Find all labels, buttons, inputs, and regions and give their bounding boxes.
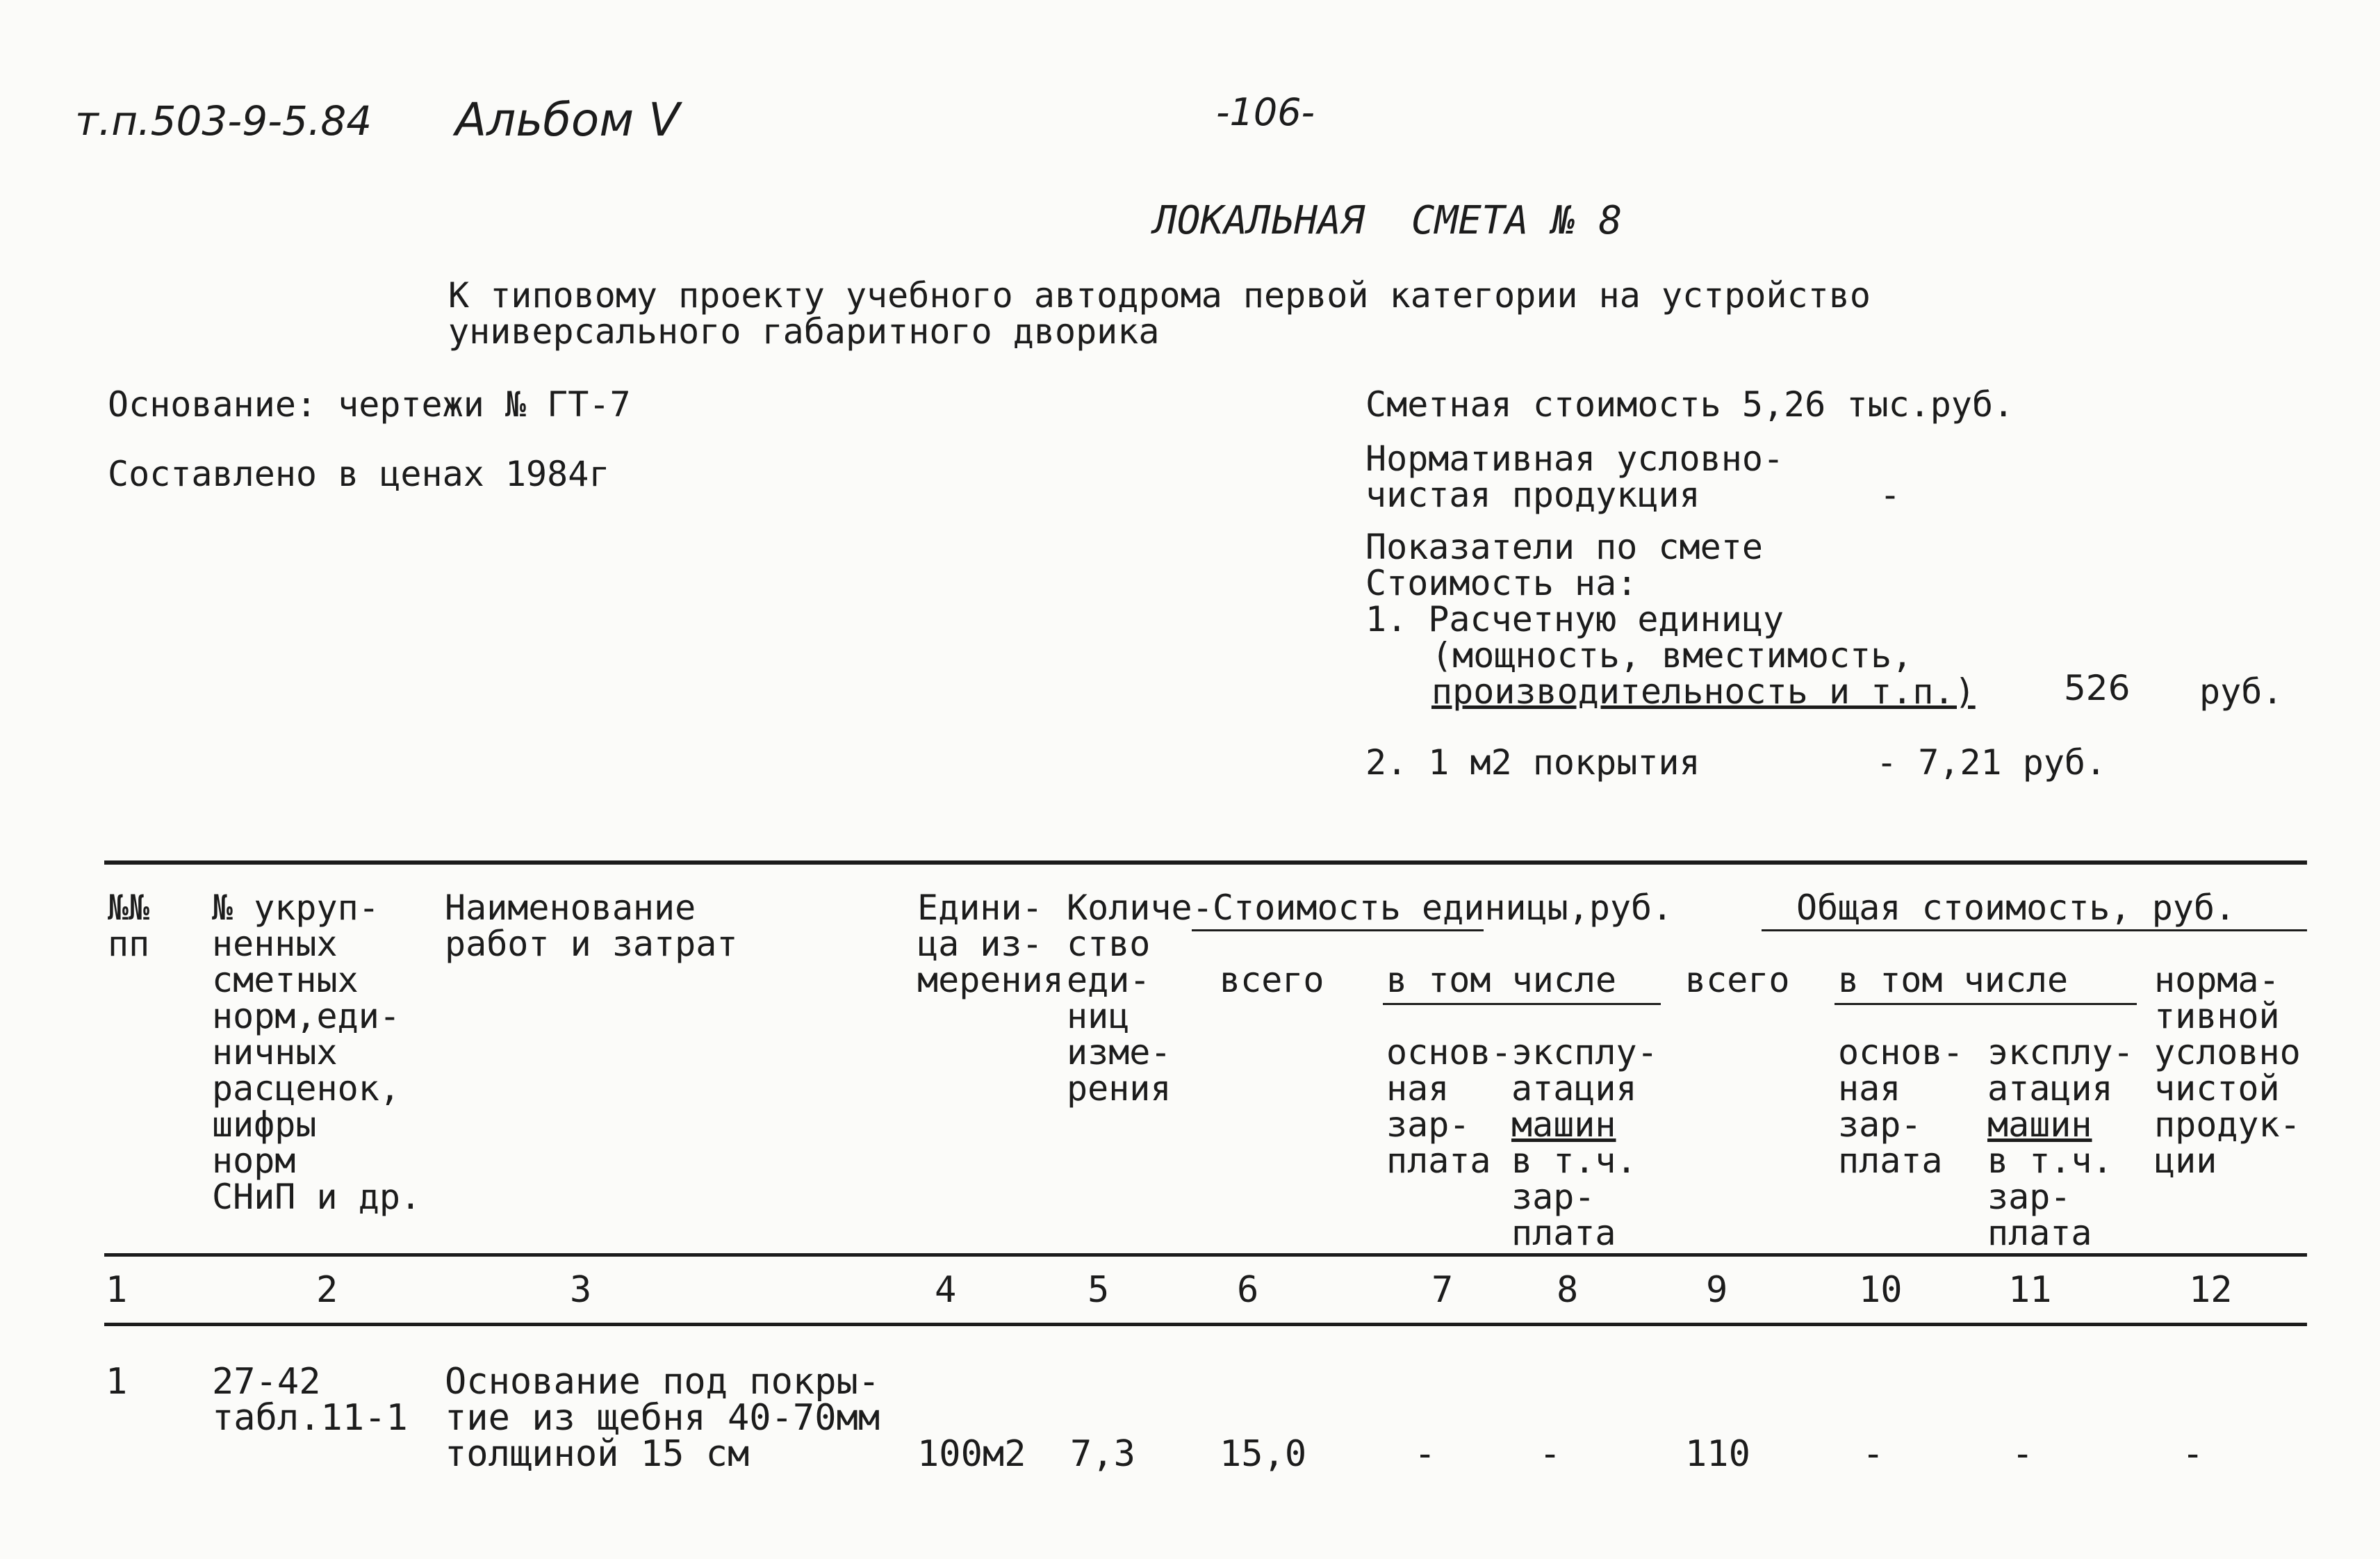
col12-header-6: ции	[2154, 1141, 2217, 1181]
col5-header-6: рения	[1067, 1068, 1172, 1109]
total-cost-group-header: Общая стоимость, руб.	[1796, 888, 2236, 928]
item1-label-3: производительность и т.п.)	[1431, 671, 1976, 712]
column-number-6: 6	[1237, 1269, 1259, 1311]
page-number: -106-	[1216, 90, 1315, 134]
row-number: 1	[106, 1361, 128, 1403]
col11-header-3: машин	[1987, 1104, 2092, 1145]
table-top-rule	[104, 860, 2307, 865]
col3-header-2: работ и затрат	[445, 924, 738, 964]
col7-header-4: плата	[1386, 1141, 1491, 1181]
col2-header-1: № укруп-	[212, 888, 379, 928]
normative-label-1: Нормативная условно-	[1365, 439, 1784, 479]
col11-header-2: атация	[1987, 1068, 2113, 1109]
column-number-10: 10	[1859, 1269, 1903, 1311]
column-number-2: 2	[316, 1269, 338, 1311]
col12-header-3: условно	[2154, 1032, 2301, 1072]
col10-header-2: ная	[1838, 1068, 1901, 1109]
col1-header-2: пп	[108, 924, 150, 964]
col5-header-1: Количе-	[1067, 888, 1213, 928]
total-cost-group-rule	[1762, 929, 2307, 931]
col4-header-3: мерения	[917, 960, 1064, 1000]
unit-cost-group-rule	[1192, 929, 1484, 931]
col11-header-4: в т.ч.	[1987, 1141, 2113, 1181]
normative-label-2: чистая продукция	[1365, 475, 1700, 515]
album-label: Альбом V	[455, 93, 680, 147]
col12-header-4: чистой	[2154, 1068, 2280, 1109]
row-total-wage: -	[1862, 1433, 1885, 1475]
item2-label: 2. 1 м2 покрытия	[1365, 742, 1700, 783]
col11-header-5: зар-	[1987, 1177, 2071, 1217]
basis-text: Основание: чертежи № ГТ-7	[108, 384, 631, 425]
page-title: ЛОКАЛЬНАЯ СМЕТА № 8	[1154, 198, 1623, 243]
row-unit-total: 15,0	[1220, 1433, 1307, 1475]
header-bottom-rule	[104, 1253, 2307, 1257]
col8-header-1: эксплу-	[1511, 1032, 1658, 1072]
col10-header-4: плата	[1838, 1141, 1943, 1181]
column-number-8: 8	[1557, 1269, 1579, 1311]
col8-header-3: машин	[1511, 1104, 1616, 1145]
row-quantity: 7,3	[1070, 1433, 1135, 1475]
indicators-label: Показатели по смете	[1365, 527, 1763, 567]
col2-header-4: норм,еди-	[212, 996, 400, 1036]
col7-header-1: основ-	[1386, 1032, 1512, 1072]
col10-header-3: зар-	[1838, 1104, 1922, 1145]
col10-header-1: основ-	[1838, 1032, 1964, 1072]
row-unit-machines: -	[1539, 1433, 1561, 1475]
col7-header-3: зар-	[1386, 1104, 1470, 1145]
column-number-11: 11	[2008, 1269, 2052, 1311]
total-including-header: в том числе	[1838, 960, 2069, 1000]
col2-header-7: шифры	[212, 1104, 317, 1145]
col12-header-5: продук-	[2154, 1104, 2301, 1145]
col3-header-1: Наименование	[445, 888, 696, 928]
col6-header: всего	[1220, 960, 1324, 1000]
col11-header-6: плата	[1987, 1213, 2092, 1253]
unit-including-header: в том числе	[1386, 960, 1617, 1000]
col12-header-1: норма-	[2154, 960, 2280, 1000]
row-name-line-3: толщиной 15 см	[445, 1433, 750, 1475]
row-name-line-1: Основание под покры-	[445, 1361, 880, 1403]
col4-header-1: Едини-	[917, 888, 1043, 928]
column-numbers-rule	[104, 1323, 2307, 1326]
item2-value: - 7,21 руб.	[1876, 742, 2107, 783]
col2-header-6: расценок,	[212, 1068, 400, 1109]
subtitle-line-1: К типовому проекту учебного автодрома первой категории на устройство	[448, 275, 1871, 316]
item1-label-1: 1. Расчетную единицу	[1365, 599, 1784, 639]
column-number-9: 9	[1706, 1269, 1728, 1311]
column-number-5: 5	[1088, 1269, 1110, 1311]
prices-text: Составлено в ценах 1984г	[108, 454, 610, 494]
cost-for-label: Стоимость на:	[1365, 563, 1638, 603]
col4-header-2: ца из-	[917, 924, 1043, 964]
col8-header-6: плата	[1511, 1213, 1616, 1253]
column-number-7: 7	[1431, 1269, 1454, 1311]
total-including-rule	[1835, 1003, 2137, 1005]
estimated-cost: Сметная стоимость 5,26 тыс.руб.	[1365, 384, 2014, 425]
row-total: 110	[1685, 1433, 1750, 1475]
column-number-4: 4	[935, 1269, 957, 1311]
normative-value: -	[1880, 475, 1901, 515]
unit-cost-group-header: Стоимость единицы,руб.	[1213, 888, 1673, 928]
document-code: т.п.503-9-5.84	[75, 97, 372, 145]
item1-value: 526	[2064, 668, 2131, 708]
row-normative: -	[2182, 1433, 2204, 1475]
col2-header-3: сметных	[212, 960, 359, 1000]
column-number-12: 12	[2189, 1269, 2233, 1311]
col5-header-4: ниц	[1067, 996, 1130, 1036]
col11-header-1: эксплу-	[1987, 1032, 2134, 1072]
item1-label-2: (мощность, вместимость,	[1431, 635, 1913, 676]
col8-header-5: зар-	[1511, 1177, 1595, 1217]
row-name-line-2: тие из щебня 40-70мм	[445, 1397, 880, 1439]
col7-header-2: ная	[1386, 1068, 1450, 1109]
col5-header-2: ство	[1067, 924, 1151, 964]
unit-including-rule	[1383, 1003, 1661, 1005]
col1-header-1: №№	[108, 888, 150, 928]
row-total-machines: -	[2012, 1433, 2034, 1475]
column-number-1: 1	[106, 1269, 128, 1311]
col2-header-5: ничных	[212, 1032, 338, 1072]
col2-header-9: СНиП и др.	[212, 1177, 422, 1217]
row-unit: 100м2	[917, 1433, 1026, 1475]
col12-header-2: тивной	[2154, 996, 2280, 1036]
row-code-line-1: 27-42	[212, 1361, 321, 1403]
col5-header-3: еди-	[1067, 960, 1151, 1000]
column-number-3: 3	[570, 1269, 592, 1311]
item1-unit: руб.	[2199, 671, 2283, 712]
col9-header: всего	[1685, 960, 1790, 1000]
subtitle-line-2: универсального габаритного дворика	[448, 311, 1160, 352]
col2-header-2: ненных	[212, 924, 338, 964]
col2-header-8: норм	[212, 1141, 296, 1181]
col8-header-2: атация	[1511, 1068, 1637, 1109]
row-code-line-2: табл.11-1	[212, 1397, 408, 1439]
row-unit-wage: -	[1414, 1433, 1436, 1475]
col8-header-4: в т.ч.	[1511, 1141, 1637, 1181]
col5-header-5: изме-	[1067, 1032, 1172, 1072]
